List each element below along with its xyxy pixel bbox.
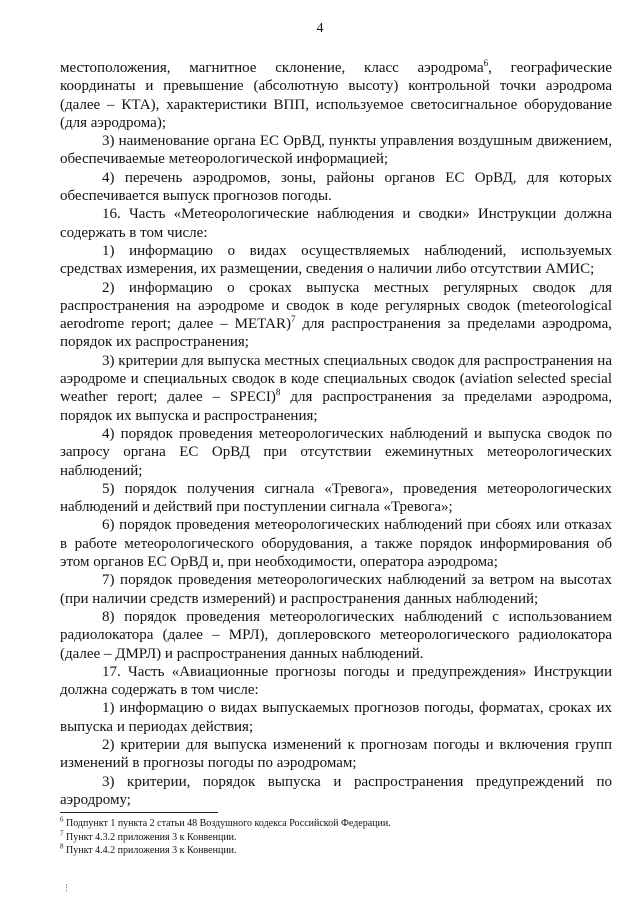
paragraph: 2) критерии для выпуска изменений к прогнозам погоды и включения групп изменений в прогнозы погоды по аэродромам; xyxy=(60,736,612,772)
paragraph: 3) наименование органа ЕС ОрВД, пункты управления воздушным движением, обеспечиваемые метеорологической информацией; xyxy=(60,133,612,168)
scan-artifact xyxy=(66,884,69,892)
paragraph: 7) порядок проведения метеорологических наблюдений за ветром на высотах (при наличии средств измерений) и распространения данных наблюдений; xyxy=(60,572,612,607)
footnote-ref: 8 xyxy=(275,387,281,398)
paragraph: 1) информацию о видах выпускаемых прогнозов погоды, форматах, сроках их выпуска и периодах действия; xyxy=(60,700,612,735)
paragraph-text: местоположения, магнитное склонение, класс аэродрома xyxy=(60,60,484,76)
paragraph-text: для распространения за пределами аэродрома, порядок их распространения; xyxy=(60,316,612,351)
paragraph-text: для распространения за пределами аэродрома, порядок их выпуска и распространения; xyxy=(60,389,612,424)
document-body xyxy=(60,59,612,809)
paragraph: 16. Часть «Метеорологические наблюдения и сводки» Инструкции должна содержать в том числе: xyxy=(60,206,612,241)
footnote xyxy=(60,817,612,831)
paragraph-text: 3) критерии для выпуска местных специальных сводок для распространения на аэродроме и специальных сводок в коде специальных сводок (aviation selected special weather report; далее – SPECI) xyxy=(60,352,612,406)
footnote-ref: 6 xyxy=(483,58,489,68)
paragraph: 3) критерии, порядок выпуска и распространения предупреждений по аэродрому; xyxy=(60,773,612,808)
footnote-divider xyxy=(60,812,218,813)
footnote-text: Пункт 4.4.2 приложения 3 к Конвенции. xyxy=(63,845,237,856)
footnote xyxy=(60,831,612,845)
paragraph xyxy=(60,279,612,352)
paragraph: 4) перечень аэродромов, зоны, районы органов ЕС ОрВД, для которых обеспечивается выпуск прогнозов погоды. xyxy=(60,169,612,205)
footnote xyxy=(60,844,612,858)
footnotes xyxy=(60,817,612,858)
paragraph: 4) порядок проведения метеорологических наблюдений и выпуска сводок по запросу органа ЕС ОрВД при отсутствии ежеминутных метеорологических наблюдений; xyxy=(60,425,612,479)
paragraph: 1) информацию о видах осуществляемых наблюдений, используемых средствах измерения, их размещении, сведения о наличии либо отсутствии АМИС; xyxy=(60,242,612,278)
paragraph: 8) порядок проведения метеорологических наблюдений с использованием радиолокатора (далее – МРЛ), доплеровского метеорологического радиолокатора (далее – ДМРЛ) и распространения данных наблюдений. xyxy=(60,608,612,662)
paragraph-text: 2) информацию о сроках выпуска местных регулярных сводок для распространения на аэродроме и сводок в коде регулярных сводок (meteorological aerodrome report; далее – METAR) xyxy=(60,279,612,333)
footnote-number: 8 xyxy=(60,842,64,851)
paragraph xyxy=(60,352,612,425)
paragraph: 5) порядок получения сигнала «Тревога», проведения метеорологических наблюдений и действий при поступлении сигнала «Тревога»; xyxy=(60,480,612,516)
footnote-text: Подпункт 1 пункта 2 статьи 48 Воздушного кодекса Российской Федерации. xyxy=(63,818,391,829)
footnote-ref: 7 xyxy=(290,314,296,325)
page-number: 4 xyxy=(316,21,324,36)
paragraph xyxy=(60,59,612,132)
paragraph: 6) порядок проведения метеорологических наблюдений при сбоях или отказах в работе метеорологического оборудования, а также порядок информирования об этом органов ЕС ОрВД и, при необходимости, оператора аэродрома; xyxy=(60,517,612,571)
footnote-text: Пункт 4.3.2 приложения 3 к Конвенции. xyxy=(63,831,237,843)
paragraph: 17. Часть «Авиационные прогнозы погоды и предупреждения» Инструкции должна содержать в том числе: xyxy=(60,663,612,699)
footnote-number: 6 xyxy=(60,815,64,824)
paragraph-text: , географические координаты и превышение (абсолютную высоту) контрольной точки аэродрома (далее – КТА), характеристики ВПП, используемое светосигнальное оборудование (для аэродрома); xyxy=(60,60,612,131)
footnote-number: 7 xyxy=(60,829,64,838)
